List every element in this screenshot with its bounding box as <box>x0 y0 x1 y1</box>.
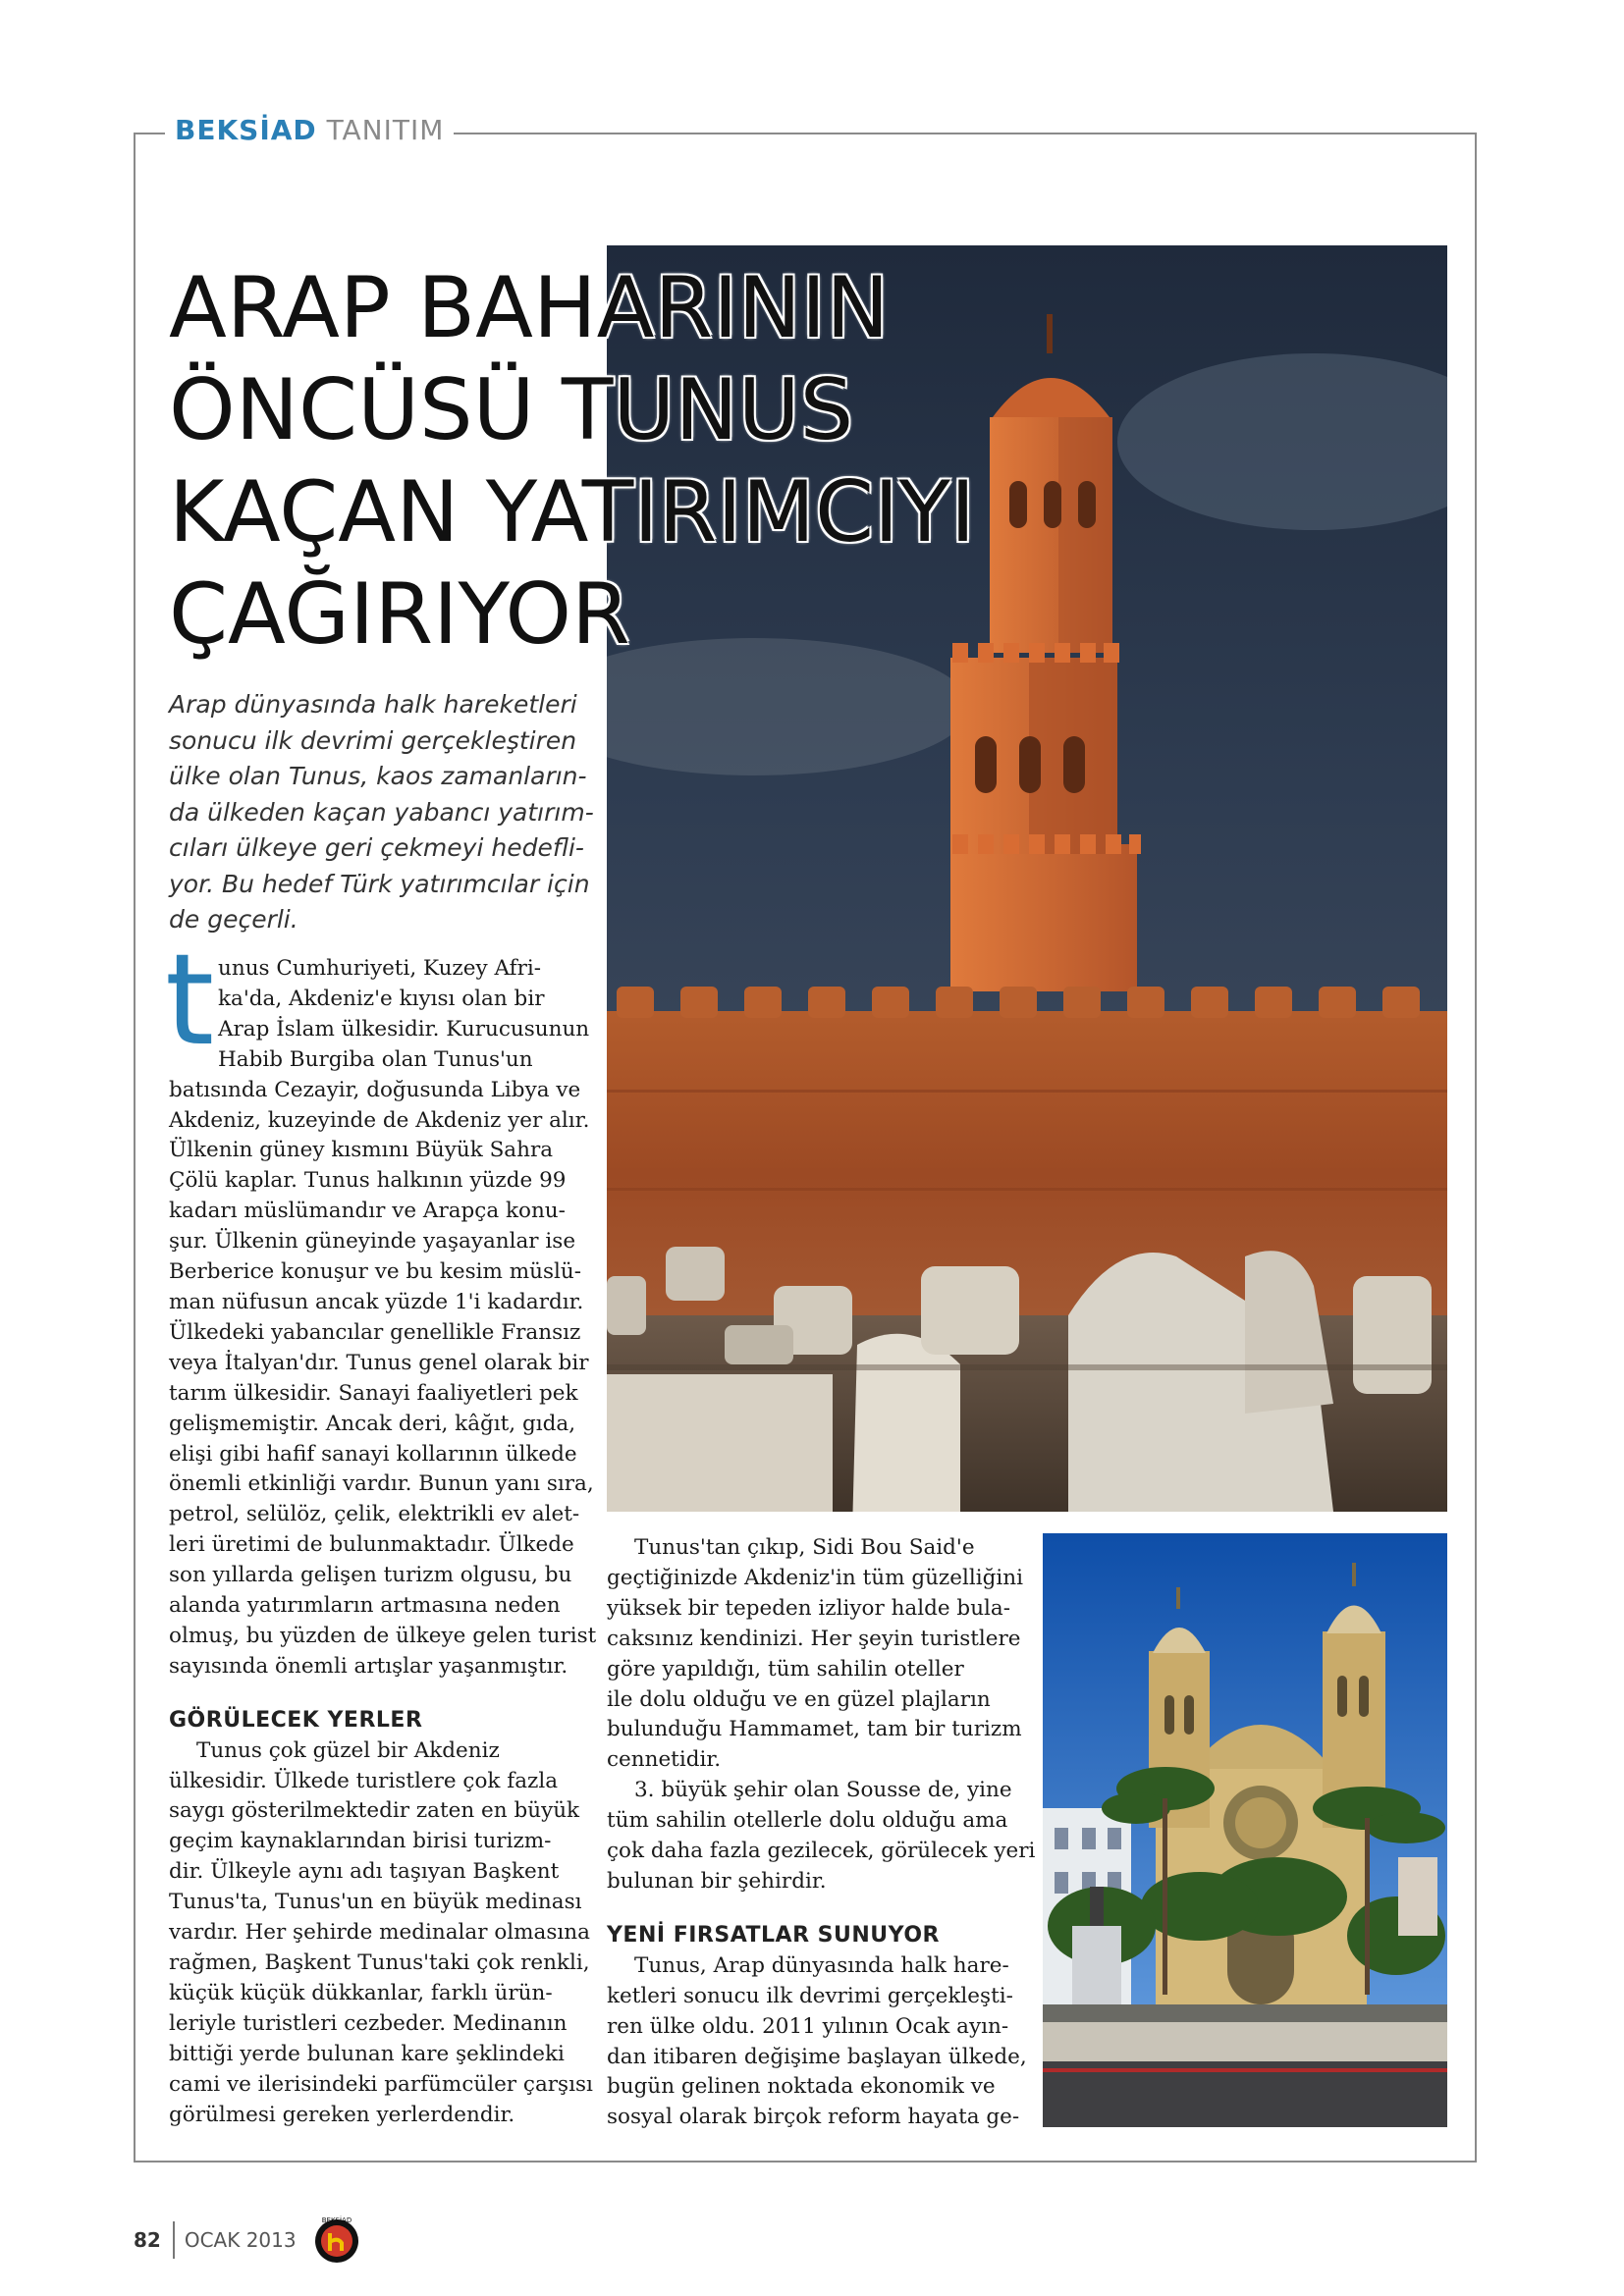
body-line: 3. büyük şehir olan Sousse de, yine <box>634 1778 1012 1803</box>
body-line: ülkesidir. Ülkede turistlere çok fazla <box>169 1768 559 1793</box>
body-line: man nüfusun ancak yüzde 1'i kadardır. <box>169 1289 584 1314</box>
body-line: geçim kaynaklarından birisi turizm- <box>169 1829 552 1854</box>
body-line: Arap İslam ülkesidir. Kurucusunun <box>218 1016 590 1041</box>
body-line: petrol, selülöz, çelik, elektrikli ev alet- <box>169 1502 580 1527</box>
body-line: leri üretimi de bulunmaktadır. Ülkede <box>169 1532 574 1558</box>
body-line: bugün gelinen noktada ekonomik ve <box>607 2074 996 2100</box>
page-number: 82 <box>134 2228 161 2252</box>
body-line: bulunduğu Hammamet, tam bir turizm <box>607 1717 1022 1742</box>
lead-paragraph <box>169 687 594 938</box>
header-brand: BEKSİAD <box>175 114 317 146</box>
side-photo-cathedral <box>1043 1533 1447 2127</box>
beksiad-logo-icon <box>310 2214 363 2267</box>
body-line: Tunus çok güzel bir Akdeniz <box>196 1737 500 1763</box>
body-line: olmuş, bu yüzden de ülkeye gelen turist <box>169 1623 597 1648</box>
body-line: bulunan bir şehirdir. <box>607 1868 827 1894</box>
body-line: bittiği yerde bulunan kare şeklindeki <box>169 2041 565 2066</box>
body-line: veya İtalyan'dır. Tunus genel olarak bir <box>169 1350 589 1375</box>
title-line: ÖNCÜSÜ TUNUS <box>169 361 854 459</box>
lead-line: sonucu ilk devrimi gerçekleştiren <box>169 725 577 755</box>
body-line: çok daha fazla gezilecek, görülecek yeri <box>607 1839 1036 1864</box>
subhead-gorulecek-yerler: GÖRÜLECEK YERLER <box>169 1707 423 1733</box>
body-line: ketleri sonucu ilk devrimi gerçekleşti- <box>607 1983 1013 2008</box>
body-line: geçtiğinizde Akdeniz'in tüm güzelliğini <box>607 1565 1023 1590</box>
body-line: dan itibaren değişime başlayan ülkede, <box>607 2044 1027 2069</box>
body-line: saygı gösterilmektedir zaten en büyük <box>169 1798 580 1824</box>
body-line: caksınız kendinizi. Her şeyin turistlere <box>607 1626 1021 1651</box>
lead-line: Arap dünyasında halk hareketleri <box>169 690 577 719</box>
body-column-1 <box>169 954 596 2130</box>
body-line: Berberice konuşur ve bu kesim müslü- <box>169 1259 581 1285</box>
body-line: batısında Cezayir, doğusunda Libya ve <box>169 1077 581 1102</box>
body-line: son yıllarda gelişen turizm olgusu, bu <box>169 1563 572 1588</box>
body-line: Habib Burgiba olan Tunus'un <box>218 1046 533 1072</box>
body-line: Ülkedeki yabancılar genellikle Fransız <box>169 1319 581 1345</box>
body-line: alanda yatırımların artmasına neden <box>169 1593 561 1619</box>
body-line: dir. Ülkeyle aynı adı taşıyan Başkent <box>169 1859 560 1885</box>
body-line: tarım ülkesidir. Sanayi faaliyetleri pek <box>169 1380 578 1406</box>
issue-date: OCAK 2013 <box>184 2228 297 2252</box>
body-line: elişi gibi hafif sanayi kollarının ülkede <box>169 1441 577 1467</box>
drop-cap: t <box>165 928 215 1074</box>
body-line: sosyal olarak birçok reform hayata ge- <box>607 2105 1020 2130</box>
lead-line: cıları ülkeye geri çekmeyi hedefli- <box>169 833 584 862</box>
body-line: rağmen, Başkent Tunus'taki çok renkli, <box>169 1950 590 1975</box>
page-footer <box>134 2214 363 2267</box>
section-header <box>165 114 454 146</box>
body-line: şur. Ülkenin güneyinde yaşayanlar ise <box>169 1229 576 1255</box>
body-line: ile dolu olduğu ve en güzel plajların <box>607 1686 991 1712</box>
title-line: ARAP BAHARININ <box>169 259 890 357</box>
body-line: önemli etkinliği vardır. Bunun yanı sıra, <box>169 1471 594 1497</box>
body-line: Ülkenin güney kısmını Büyük Sahra <box>169 1138 554 1163</box>
body-line: cennetidir. <box>607 1747 722 1773</box>
lead-line: de geçerli. <box>169 905 298 934</box>
lead-line: da ülkeden kaçan yabancı yatırım- <box>169 797 594 827</box>
header-section: TANITIM <box>326 114 445 146</box>
body-column-2 <box>607 1533 1035 2133</box>
paragraph-gap <box>169 1682 596 1706</box>
body-line: leriyle turistleri cezbeder. Medinanın <box>169 2010 568 2036</box>
lead-line: ülke olan Tunus, kaos zamanların- <box>169 762 587 790</box>
body-line: Tunus, Arap dünyasında halk hare- <box>634 1952 1009 1978</box>
footer-divider <box>173 2221 175 2259</box>
body-line: yüksek bir tepeden izliyor halde bula- <box>607 1595 1010 1621</box>
body-line: Akdeniz, kuzeyinde de Akdeniz yer alır. <box>169 1107 590 1133</box>
article-title <box>169 257 975 666</box>
body-line: Çölü kaplar. Tunus halkının yüzde 99 <box>169 1168 567 1194</box>
body-line: küçük küçük dükkanlar, farklı ürün- <box>169 1980 553 2005</box>
body-line: görülmesi gereken yerlerdendir. <box>169 2102 515 2127</box>
body-line: göre yapıldığı, tüm sahilin oteller <box>607 1656 964 1682</box>
body-line: gelişmemiştir. Ancak deri, kâğıt, gıda, <box>169 1411 576 1436</box>
body-line: tüm sahilin otellerle dolu olduğu ama <box>607 1808 1008 1834</box>
body-line: cami ve ilerisindeki parfümcüler çarşısı <box>169 2071 593 2097</box>
logo-text: BEKSİAD <box>321 2216 352 2224</box>
body-line: sayısında önemli artışlar yaşanmıştır. <box>169 1653 568 1679</box>
body-line: vardır. Her şehirde medinalar olmasına <box>169 1920 590 1946</box>
body-line: ren ülke oldu. 2011 yılının Ocak ayın- <box>607 2013 1009 2039</box>
title-line: KAÇAN YATIRIMCIYI <box>169 463 976 561</box>
body-line: kadarı müslümandır ve Arapça konu- <box>169 1199 566 1224</box>
body-line: unus Cumhuriyeti, Kuzey Afri- <box>218 956 541 981</box>
title-line: ÇAĞIRIYOR <box>169 565 630 664</box>
paragraph-gap <box>607 1897 1035 1921</box>
body-line: Tunus'tan çıkıp, Sidi Bou Said'e <box>634 1535 975 1560</box>
subhead-yeni-firsatlar: YENİ FIRSATLAR SUNUYOR <box>607 1922 940 1948</box>
body-line: Tunus'ta, Tunus'un en büyük medinası <box>169 1890 582 1915</box>
body-line: ka'da, Akdeniz'e kıyısı olan bir <box>218 986 545 1011</box>
lead-line: yor. Bu hedef Türk yatırımcılar için <box>169 869 590 898</box>
